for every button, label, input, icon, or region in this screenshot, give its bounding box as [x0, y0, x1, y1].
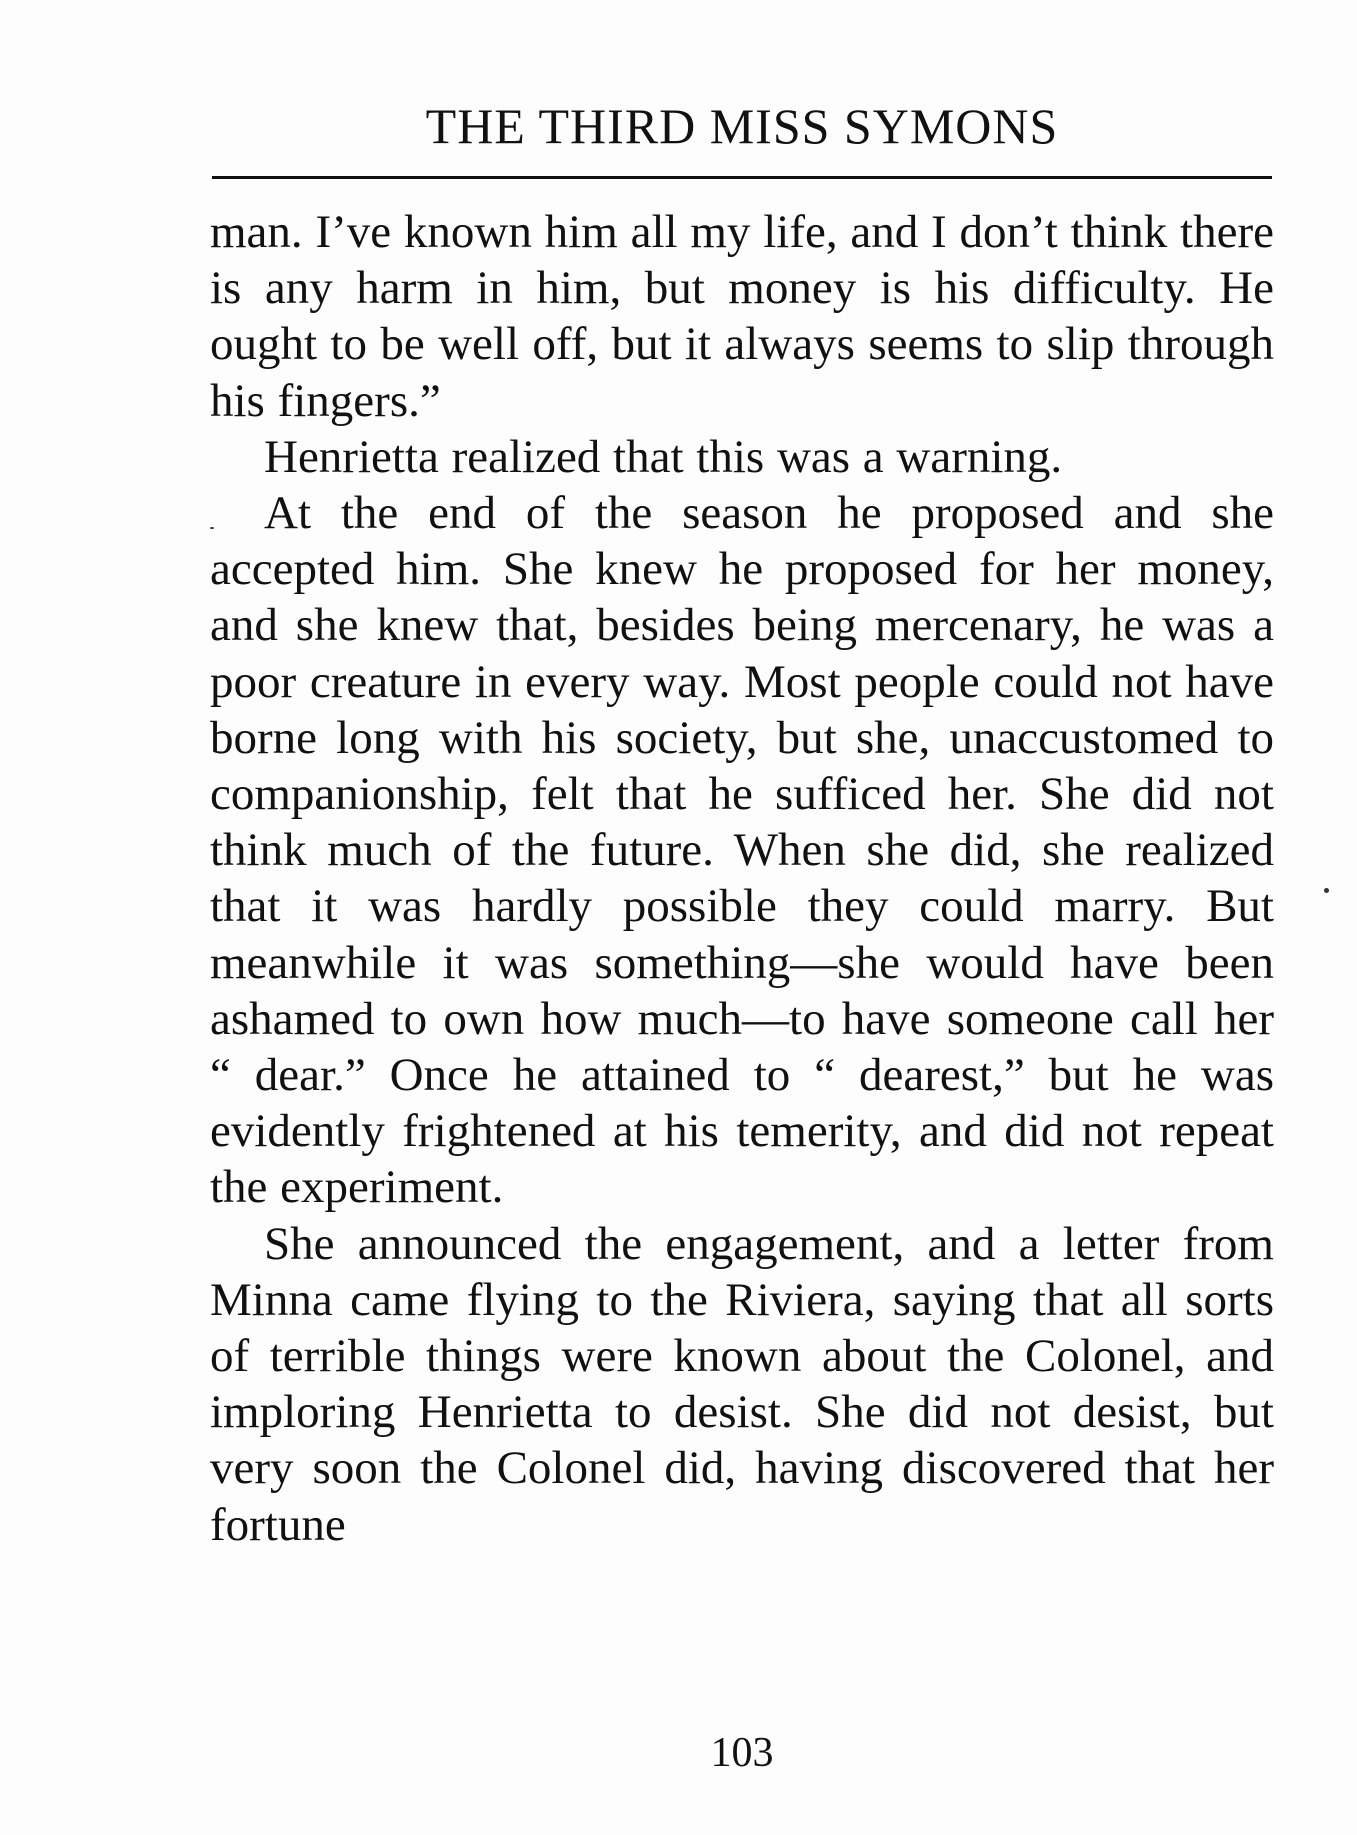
body-text: [210, 204, 1274, 1553]
paragraph-1: man. I’ve known him all my life, and I don’t think there is any harm in him, but money is his difficulty. He ought to be well off, but it always seems to slip through his fingers.”: [210, 206, 1274, 427]
paragraph-3: At the end of the season he proposed and she accepted him. She knew he proposed for her money, and she knew that, besides being mercenary, he was a poor creature in every way. Most people could not have borne long with his society, but she, unaccustomed to companionship, felt that he sufficed her. She did not think much of the future. When she did, she realized that it was hardly possible they could marry. But meanwhile it was something—she would have been ashamed to own how much—to have someone call her “ dear.” Once he attained to “ dearest,” but he was evidently frightened at his temerity, and did not repeat the experiment.: [210, 487, 1274, 1214]
paragraph-2: Henrietta realized that this was a warning.: [264, 430, 1063, 483]
page-number: 103: [710, 1730, 774, 1776]
running-head: THE THIRD MISS SYMONS: [425, 98, 1059, 154]
scan-speck: [1324, 888, 1329, 893]
scan-speck: [210, 527, 214, 529]
header-rule: [212, 176, 1272, 179]
paragraph-4: She announced the engagement, and a letter from Minna came flying to the Riviera, saying that all sorts of terrible things were known about the Colonel, and imploring Henrietta to desist. She did not desist, but very soon the Colonel did, having discovered that her fortune: [210, 1217, 1274, 1551]
